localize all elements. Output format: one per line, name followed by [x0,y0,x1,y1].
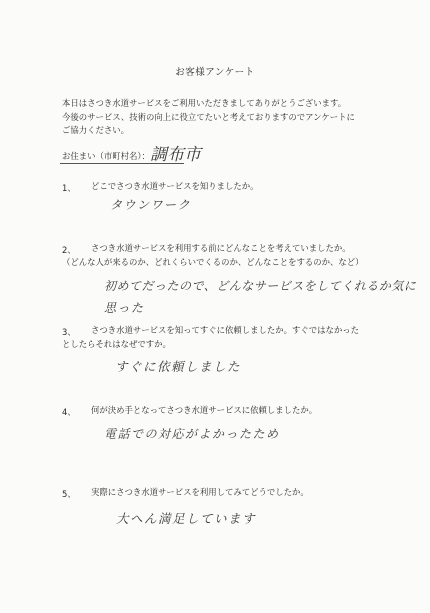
question-text: 何が決め手となってさつき水道サービスに依頼しましたか。 [91,405,318,415]
question-text: としたらそれはなぜですか。 [62,339,171,349]
question-number: 5、 [62,489,76,499]
intro-text [62,97,382,138]
question-answer: すぐに依頼しました [115,359,242,374]
address-answer: 調布市 [150,145,201,165]
question-text: （どんな人が来るのか、どれくらいでくるのか、どんなことをするのか、など） [62,257,364,267]
question-number: 2、 [62,245,76,255]
question-number: 3、 [62,327,76,337]
question-answer: タウンワーク [110,198,192,212]
question-text: さつき水道サービスを利用する前にどんなことを考えていましたか。 [91,243,351,253]
question-answer: 思った [104,301,145,315]
address-label: お住まい（市町村名）： [62,151,150,161]
question-answer: 大へん満足しています [116,511,257,526]
survey-title: お客様アンケート [175,67,255,78]
question-text: さつき水道サービスを知ってすぐに依頼しましたか。すぐではなかった [91,325,359,335]
question-text: どこでさつき水道サービスを知りましたか。 [91,181,259,191]
intro-line: 今後のサービス、技術の向上に役立てたいと考えておりますのでアンケートに [62,111,355,122]
question-answer: 電話での対応がよかったため [104,427,280,441]
question-text: 実際にさつき水道サービスを利用してみてどうでしたか。 [91,487,309,497]
question-number: 4、 [62,407,76,417]
intro-line: 本日はさつき水道サービスをご利用いただきましてありがとうございます。 [62,98,347,108]
intro-line: ご協力ください。 [62,125,129,136]
question-number: 1、 [62,183,76,193]
question-answer: 初めてだったので、どんなサービスをしてくれるか気に [104,279,417,293]
